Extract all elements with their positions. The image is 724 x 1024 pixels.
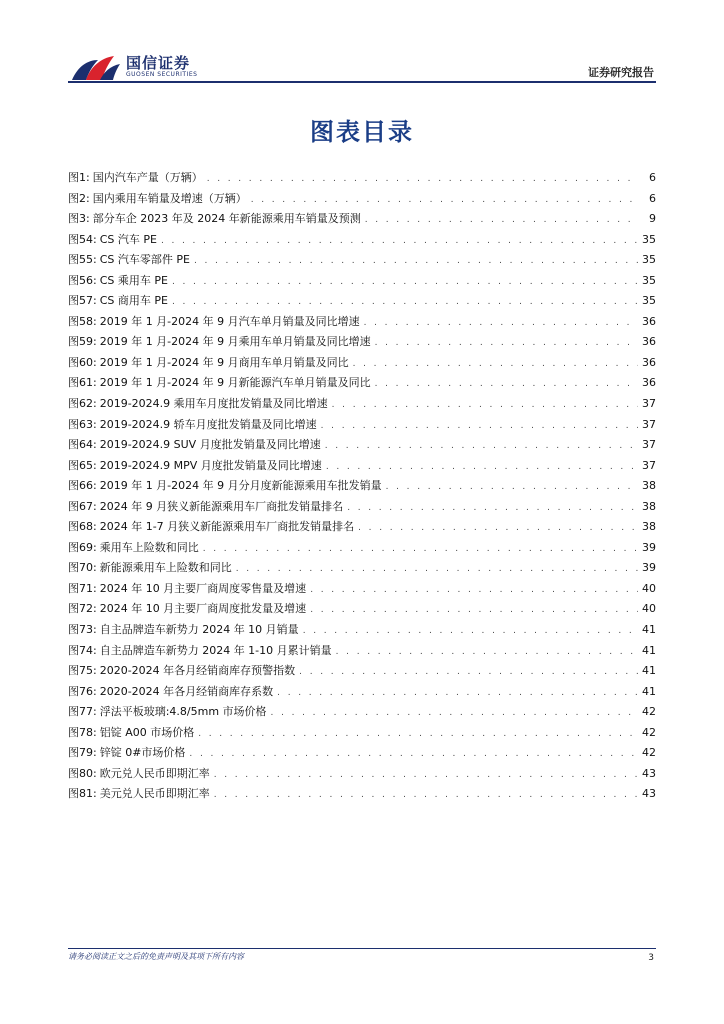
toc-page-number: 36 <box>642 376 656 390</box>
toc-dot-leader <box>161 231 638 252</box>
toc-figure-number: 图65: <box>68 458 97 472</box>
toc-figure-number: 图64: <box>68 438 97 452</box>
toc-dot-leader <box>353 354 638 375</box>
toc-dot-leader <box>172 292 638 313</box>
toc-page-number: 35 <box>642 294 656 308</box>
toc-figure-number: 图76: <box>68 684 97 698</box>
toc-dot-leader <box>214 765 638 786</box>
toc-page-number: 39 <box>642 540 656 554</box>
toc-page-number: 9 <box>649 212 656 226</box>
toc-dot-leader <box>321 416 638 437</box>
toc-figure-number: 图75: <box>68 664 97 678</box>
toc-entry[interactable] <box>68 312 656 333</box>
page-header <box>0 0 724 90</box>
toc-dot-leader <box>375 333 638 354</box>
toc-figure-title: 2019-2024.9 SUV 月度批发销量及同比增速 <box>99 438 321 452</box>
toc-figure-title: 美元兑人民币即期汇率 <box>99 787 210 801</box>
toc-dot-leader <box>251 190 638 211</box>
toc-dot-leader <box>358 518 638 539</box>
toc-page-number: 42 <box>642 725 656 739</box>
toc-dot-leader <box>310 600 638 621</box>
footer-divider <box>68 948 656 949</box>
page-number: 3 <box>648 953 654 963</box>
toc-figure-number: 图74: <box>68 643 97 657</box>
toc-page-number: 41 <box>642 623 656 637</box>
toc-entry[interactable] <box>68 291 656 312</box>
toc-figure-title: CS 汽车零部件 PE <box>99 253 190 267</box>
toc-dot-leader <box>365 210 638 231</box>
toc-figure-title: 2024 年 10 月主要厂商周度零售量及增速 <box>99 581 307 595</box>
toc-figure-number: 图72: <box>68 602 97 616</box>
guosen-logo <box>70 50 210 84</box>
toc-page-number: 41 <box>642 643 656 657</box>
toc-entry[interactable] <box>68 250 656 271</box>
toc-page-number: 40 <box>642 581 656 595</box>
toc-figure-number: 图79: <box>68 746 97 760</box>
toc-entry[interactable] <box>68 456 656 477</box>
toc-figure-number: 图63: <box>68 417 97 431</box>
toc-dot-leader <box>310 580 638 601</box>
toc-dot-leader <box>207 169 638 190</box>
toc-page-number: 41 <box>642 664 656 678</box>
toc-figure-title: CS 汽车 PE <box>99 232 157 246</box>
toc-figure-title: 欧元兑人民币即期汇率 <box>99 766 210 780</box>
toc-figure-number: 图2: <box>68 191 90 205</box>
toc-figure-title: 2019-2024.9 MPV 月度批发销量及同比增速 <box>99 458 322 472</box>
toc-figure-number: 图69: <box>68 540 97 554</box>
toc-figure-number: 图66: <box>68 479 97 493</box>
toc-dot-leader <box>271 703 638 724</box>
toc-entry[interactable] <box>68 189 656 210</box>
toc-dot-leader <box>347 498 638 519</box>
toc-figure-number: 图1: <box>68 171 90 184</box>
toc-page-number: 43 <box>642 766 656 780</box>
report-type-label: 证券研究报告 <box>588 66 654 79</box>
toc-entry[interactable] <box>68 538 656 559</box>
toc-figure-title: 2019-2024.9 轿车月度批发销量及同比增速 <box>99 417 317 431</box>
toc-page-number: 35 <box>642 232 656 246</box>
toc-page-number: 38 <box>642 520 656 534</box>
toc-entry[interactable] <box>68 661 656 682</box>
toc-figure-number: 图70: <box>68 561 97 575</box>
toc-dot-leader <box>172 272 638 293</box>
toc-figure-number: 图60: <box>68 355 97 369</box>
toc-dot-leader <box>189 744 638 765</box>
toc-figure-title: 2020-2024 年各月经销商库存系数 <box>99 684 274 698</box>
toc-dot-leader <box>194 251 638 272</box>
guosen-logo-icon <box>70 50 122 84</box>
toc-figure-number: 图59: <box>68 335 97 349</box>
toc-page-number: 42 <box>642 746 656 760</box>
toc-figure-title: 2024 年 10 月主要厂商周度批发量及增速 <box>99 602 307 616</box>
toc-dot-leader <box>277 683 638 704</box>
toc-figure-title: 2019 年 1 月-2024 年 9 月分月度新能源乘用车批发销量 <box>99 479 382 493</box>
toc-dot-leader <box>325 436 638 457</box>
toc-figure-title: 自主品牌造车新势力 2024 年 10 月销量 <box>99 623 299 637</box>
toc-figure-title: 2024 年 9 月狭义新能源乘用车厂商批发销量排名 <box>99 499 344 513</box>
page-title: 图表目录 <box>310 118 414 146</box>
toc-entry[interactable] <box>68 702 656 723</box>
toc-dot-leader <box>299 662 638 683</box>
toc-page-number: 37 <box>642 438 656 452</box>
toc-page-number: 39 <box>642 561 656 575</box>
toc-entry[interactable] <box>68 353 656 374</box>
toc-page-number: 38 <box>642 499 656 513</box>
toc-figure-title: 2019 年 1 月-2024 年 9 月汽车单月销量及同比增速 <box>99 314 360 328</box>
toc-entry[interactable] <box>68 476 656 497</box>
toc-figure-number: 图61: <box>68 376 97 390</box>
toc-entry[interactable] <box>68 332 656 353</box>
toc-page-number: 6 <box>649 191 656 205</box>
toc-dot-leader <box>386 477 638 498</box>
toc-entry[interactable] <box>68 497 656 518</box>
toc-figure-title: 浮法平板玻璃:4.8/5mm 市场价格 <box>99 705 267 719</box>
toc-figure-title: 2020-2024 年各月经销商库存预警指数 <box>99 664 296 678</box>
toc-page-number: 35 <box>642 253 656 267</box>
toc-figure-number: 图56: <box>68 273 97 287</box>
toc-page-number: 37 <box>642 458 656 472</box>
toc-figure-number: 图58: <box>68 314 97 328</box>
toc-figure-title: 2019 年 1 月-2024 年 9 月新能源汽车单月销量及同比 <box>99 376 371 390</box>
toc-figure-title: CS 商用车 PE <box>99 294 168 308</box>
toc-figure-number: 图54: <box>68 232 97 246</box>
toc-figure-title: CS 乘用车 PE <box>99 273 168 287</box>
toc-figure-number: 图3: <box>68 212 90 226</box>
toc-entry[interactable] <box>68 394 656 415</box>
toc-figure-title: 锌锭 0#市场价格 <box>99 746 186 760</box>
toc-dot-leader <box>375 374 638 395</box>
toc-entry[interactable] <box>68 415 656 436</box>
toc-figure-title: 自主品牌造车新势力 2024 年 1-10 月累计销量 <box>99 643 332 657</box>
toc-figure-title: 铝锭 A00 市场价格 <box>99 725 195 739</box>
logo-english-name: GUOSEN SECURITIES <box>126 71 198 78</box>
toc-dot-leader <box>214 785 638 806</box>
toc-page-number: 36 <box>642 335 656 349</box>
toc-figure-number: 图67: <box>68 499 97 513</box>
toc-figure-number: 图73: <box>68 623 97 637</box>
toc-entry[interactable] <box>68 764 656 785</box>
toc-entry[interactable] <box>68 579 656 600</box>
toc-entry[interactable] <box>68 599 656 620</box>
toc-entry[interactable] <box>68 641 656 662</box>
toc-dot-leader <box>364 313 638 334</box>
toc-figure-number: 图68: <box>68 520 97 534</box>
figure-index-list <box>68 168 656 805</box>
toc-page-number: 43 <box>642 787 656 801</box>
toc-entry[interactable] <box>68 230 656 251</box>
toc-entry[interactable] <box>68 620 656 641</box>
toc-figure-number: 图62: <box>68 397 97 411</box>
toc-dot-leader <box>332 395 638 416</box>
toc-entry[interactable] <box>68 558 656 579</box>
toc-page-number: 37 <box>642 397 656 411</box>
toc-page-number: 40 <box>642 602 656 616</box>
header-divider <box>68 81 656 83</box>
toc-entry[interactable] <box>68 271 656 292</box>
toc-figure-number: 图80: <box>68 766 97 780</box>
toc-entry[interactable] <box>68 682 656 703</box>
toc-entry[interactable] <box>68 517 656 538</box>
toc-figure-number: 图77: <box>68 705 97 719</box>
toc-entry[interactable] <box>68 373 656 394</box>
footer-disclaimer: 请务必阅读正文之后的免责声明及其项下所有内容 <box>68 952 244 961</box>
toc-dot-leader <box>303 621 638 642</box>
toc-page-number: 36 <box>642 314 656 328</box>
toc-page-number: 41 <box>642 684 656 698</box>
toc-figure-number: 图71: <box>68 581 97 595</box>
toc-figure-title: 2019 年 1 月-2024 年 9 月商用车单月销量及同比 <box>99 355 349 369</box>
toc-entry[interactable] <box>68 168 656 189</box>
toc-figure-title: 2019 年 1 月-2024 年 9 月乘用车单月销量及同比增速 <box>99 335 371 349</box>
toc-page-number: 36 <box>642 355 656 369</box>
toc-figure-number: 图57: <box>68 294 97 308</box>
toc-figure-title: 2019-2024.9 乘用车月度批发销量及同比增速 <box>99 397 328 411</box>
toc-dot-leader <box>336 642 638 663</box>
toc-entry[interactable] <box>68 723 656 744</box>
toc-figure-number: 图55: <box>68 253 97 267</box>
toc-entry[interactable] <box>68 784 656 805</box>
logo-chinese-name: 国信证券 <box>126 54 191 72</box>
toc-figure-title: 国内乘用车销量及增速（万辆） <box>92 191 247 205</box>
toc-entry[interactable] <box>68 743 656 764</box>
toc-entry[interactable] <box>68 209 656 230</box>
toc-dot-leader <box>198 724 638 745</box>
toc-page-number: 42 <box>642 705 656 719</box>
toc-page-number: 6 <box>649 171 656 184</box>
toc-entry[interactable] <box>68 435 656 456</box>
toc-figure-number: 图81: <box>68 787 97 801</box>
toc-figure-title: 2024 年 1-7 月狭义新能源乘用车厂商批发销量排名 <box>99 520 355 534</box>
toc-page-number: 35 <box>642 273 656 287</box>
toc-figure-number: 图78: <box>68 725 97 739</box>
toc-figure-title: 新能源乘用车上险数和同比 <box>99 561 232 575</box>
toc-page-number: 38 <box>642 479 656 493</box>
toc-figure-title: 国内汽车产量（万辆） <box>92 171 203 184</box>
toc-figure-title: 部分车企 2023 年及 2024 年新能源乘用车销量及预测 <box>92 212 361 226</box>
toc-dot-leader <box>236 559 638 580</box>
toc-figure-title: 乘用车上险数和同比 <box>99 540 199 554</box>
toc-page-number: 37 <box>642 417 656 431</box>
toc-dot-leader <box>203 539 638 560</box>
toc-dot-leader <box>326 457 638 478</box>
